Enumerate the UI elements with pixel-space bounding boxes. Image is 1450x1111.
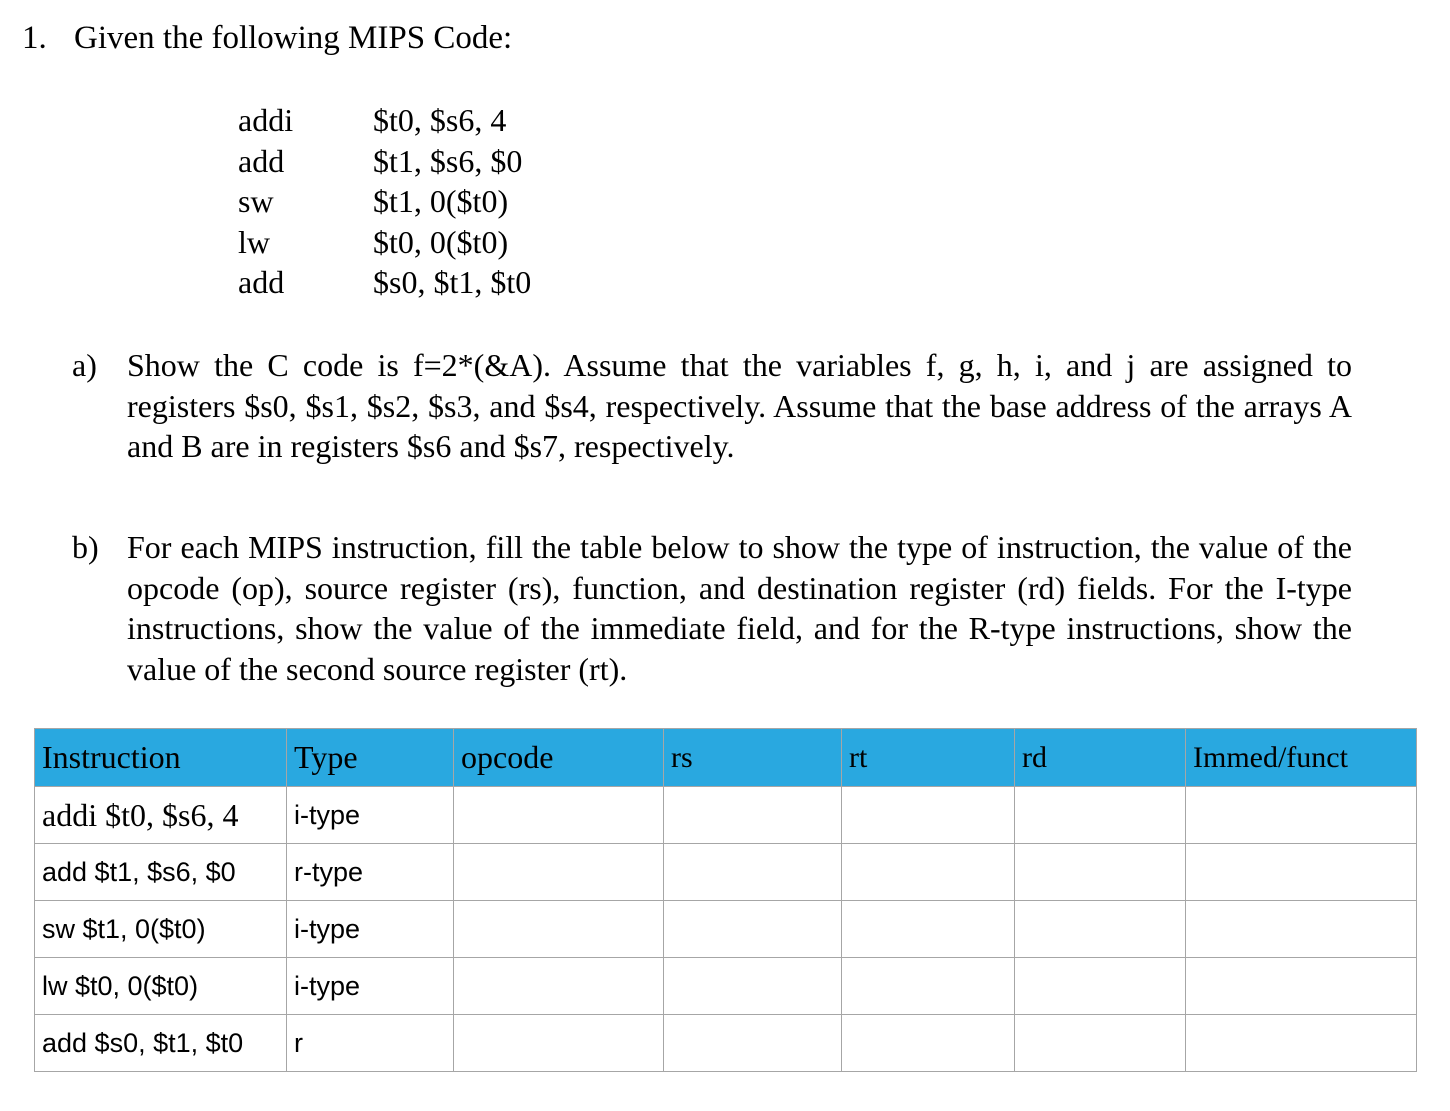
cell-rd[interactable]: [1015, 787, 1186, 844]
header-type: Type: [287, 729, 454, 787]
question-number: 1.: [22, 20, 47, 56]
table-row: [35, 1015, 1417, 1072]
code-line: [238, 181, 531, 222]
cell-rs[interactable]: [664, 1015, 842, 1072]
code-line: [238, 141, 531, 182]
table-row: [35, 844, 1417, 901]
cell-opcode[interactable]: [454, 787, 664, 844]
cell-opcode[interactable]: [454, 901, 664, 958]
table-row: [35, 901, 1417, 958]
header-rd: rd: [1015, 729, 1186, 787]
cell-type: r-type: [287, 844, 454, 901]
cell-rd[interactable]: [1015, 844, 1186, 901]
cell-instruction: lw $t0, 0($t0): [35, 958, 287, 1015]
table-row: [35, 958, 1417, 1015]
header-rt: rt: [842, 729, 1015, 787]
code-operands: $t1, $s6, $0: [373, 142, 523, 179]
cell-rs[interactable]: [664, 787, 842, 844]
code-opcode: add: [238, 264, 285, 300]
cell-instruction: add $t1, $s6, $0: [35, 844, 287, 901]
question-b: [72, 527, 1352, 689]
cell-opcode[interactable]: [454, 958, 664, 1015]
question-a-text: Show the C code is f=2*(&A). Assume that the variables f, g, h, i, and j are assigned to registers $s0, $s1, $s2, $s3, and $s4, respectively. Assume that the base address of the arrays A and B are in registers $s6 and $s7, respectively.: [127, 347, 1352, 464]
cell-immed-funct[interactable]: [1186, 787, 1417, 844]
header-rs: rs: [664, 729, 842, 787]
cell-rd[interactable]: [1015, 1015, 1186, 1072]
code-opcode: add: [238, 142, 285, 179]
cell-rt[interactable]: [842, 901, 1015, 958]
cell-immed-funct[interactable]: [1186, 901, 1417, 958]
header-instruction: Instruction: [35, 729, 287, 787]
cell-rt[interactable]: [842, 958, 1015, 1015]
cell-rs[interactable]: [664, 844, 842, 901]
code-operands: $t0, 0($t0): [373, 223, 509, 260]
question-a-letter: a): [72, 347, 97, 383]
code-line: [238, 100, 531, 141]
cell-immed-funct[interactable]: [1186, 1015, 1417, 1072]
cell-type: i-type: [287, 901, 454, 958]
instruction-table: [34, 728, 1417, 1072]
question-b-text: For each MIPS instruction, fill the table below to show the type of instruction, the value of the opcode (op), source register (rs), function, and destination register (rd) fields. For the I-type instructions, show the value of the immediate field, and for the R-type instructions, show the value of the second source register (rt).: [127, 529, 1352, 687]
code-line: [238, 262, 531, 303]
code-line: [238, 222, 531, 263]
cell-instruction: add $s0, $t1, $t0: [35, 1015, 287, 1072]
cell-rs[interactable]: [664, 958, 842, 1015]
cell-rt[interactable]: [842, 1015, 1015, 1072]
code-operands: $t0, $s6, 4: [373, 102, 507, 138]
code-opcode: sw: [238, 183, 274, 219]
cell-type: i-type: [287, 958, 454, 1015]
cell-type: r: [287, 1015, 454, 1072]
code-operands: $t1, 0($t0): [373, 183, 509, 219]
cell-opcode[interactable]: [454, 1015, 664, 1072]
cell-instruction: sw $t1, 0($t0): [35, 901, 287, 958]
cell-rd[interactable]: [1015, 958, 1186, 1015]
cell-rt[interactable]: [842, 844, 1015, 901]
cell-rd[interactable]: [1015, 901, 1186, 958]
cell-immed-funct[interactable]: [1186, 844, 1417, 901]
table-row: [35, 787, 1417, 844]
cell-rs[interactable]: [664, 901, 842, 958]
question-title: Given the following MIPS Code:: [74, 20, 513, 56]
cell-instruction: addi $t0, $s6, 4: [35, 787, 287, 844]
cell-opcode[interactable]: [454, 844, 664, 901]
cell-immed-funct[interactable]: [1186, 958, 1417, 1015]
code-opcode: addi: [238, 102, 294, 138]
table-header-row: [35, 729, 1417, 787]
question-b-letter: b): [72, 529, 99, 565]
header-immed-funct: Immed/funct: [1186, 729, 1417, 787]
header-opcode: opcode: [454, 729, 664, 787]
code-operands: $s0, $t1, $t0: [373, 264, 532, 300]
question-heading: [22, 18, 512, 58]
mips-code-block: [238, 100, 531, 303]
question-a: [72, 345, 1352, 467]
cell-rt[interactable]: [842, 787, 1015, 844]
cell-type: i-type: [287, 787, 454, 844]
code-opcode: lw: [238, 223, 270, 260]
